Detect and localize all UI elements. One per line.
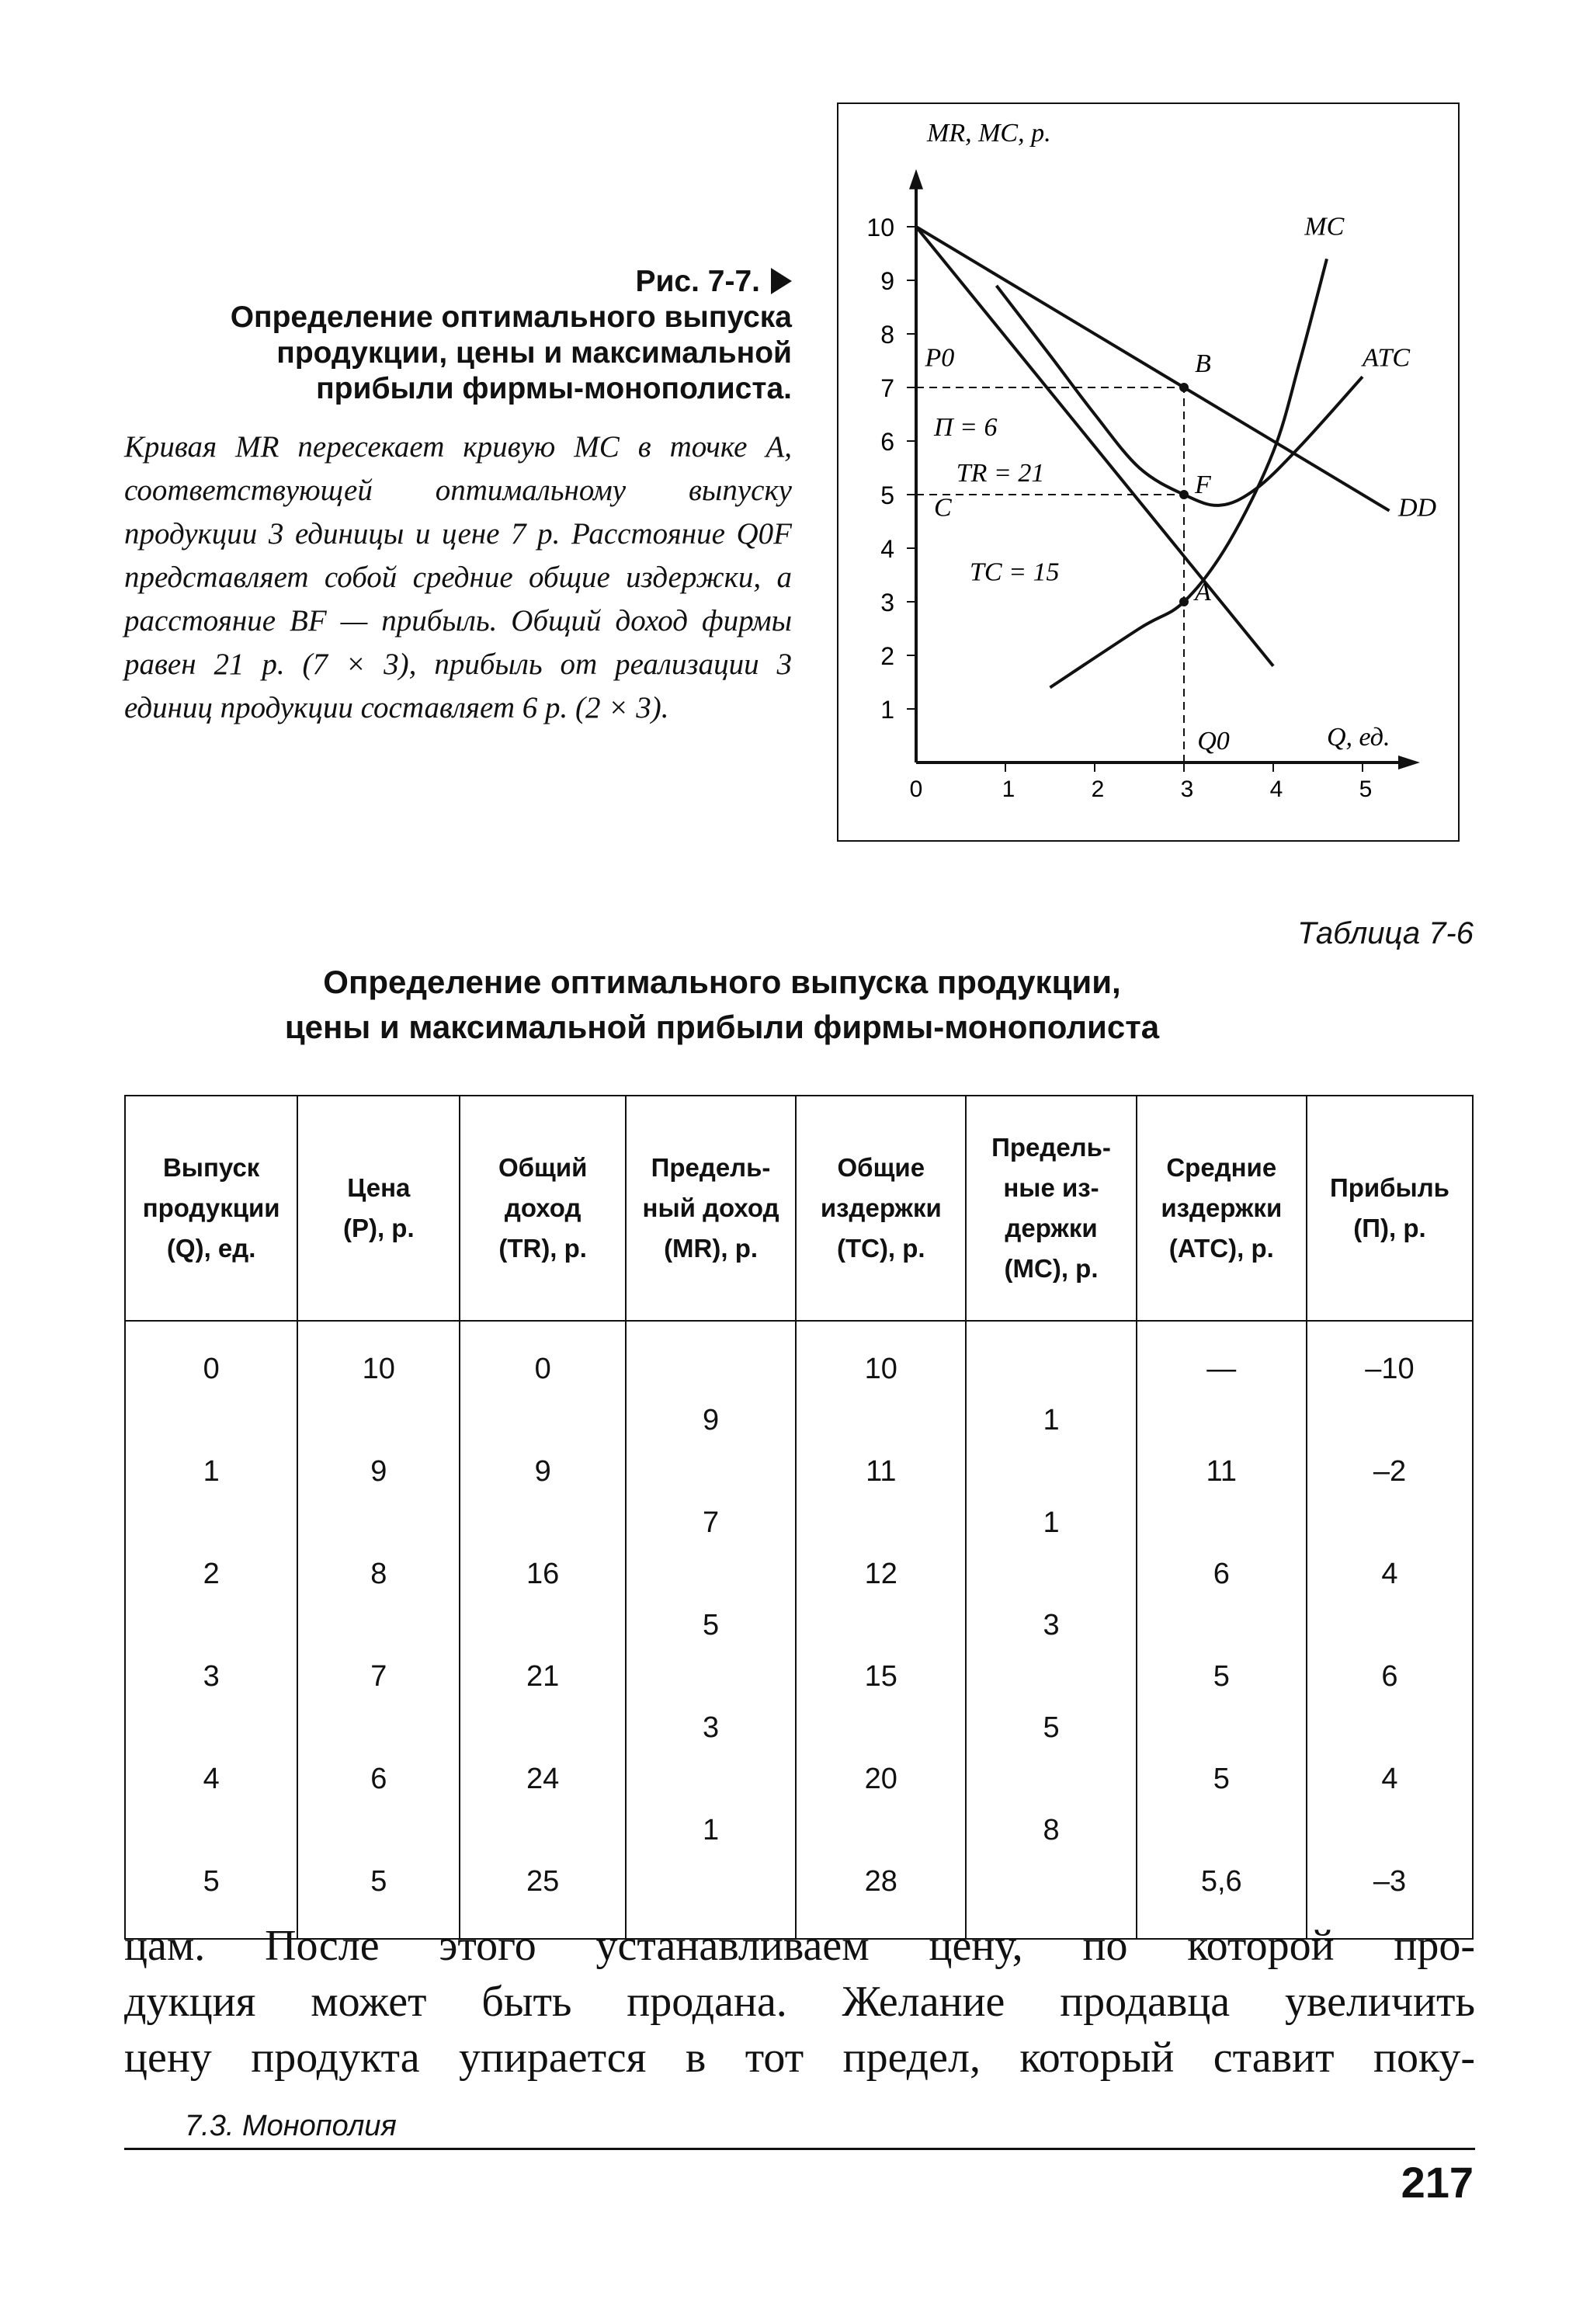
- table-cell: 5: [125, 1856, 297, 1939]
- table-header-line: (ATC), р.: [1168, 1234, 1274, 1263]
- table-cell: [460, 1395, 626, 1446]
- table-cell: –10: [1307, 1321, 1473, 1395]
- table-cell: [1307, 1805, 1473, 1856]
- table-title-line: цены и максимальной прибыли фирмы-монополиста: [284, 1009, 1160, 1045]
- point-marker-b: [1179, 383, 1189, 392]
- table-cell: [1137, 1497, 1307, 1548]
- y-tick-label: 6: [880, 428, 894, 456]
- table-cell: [1137, 1395, 1307, 1446]
- table-cell: [460, 1702, 626, 1753]
- label-q0: Q0: [1197, 726, 1230, 756]
- table-cell: –3: [1307, 1856, 1473, 1939]
- table-title-line: Определение оптимального выпуска продукции,: [323, 964, 1121, 1000]
- table-header-line: доход: [504, 1193, 581, 1222]
- table-cell: [966, 1753, 1136, 1805]
- x-axis-label: Q, ед.: [1327, 723, 1390, 752]
- table-cell: [460, 1497, 626, 1548]
- table-cell: [966, 1548, 1136, 1600]
- table-cell: 7: [297, 1651, 460, 1702]
- table-header-line: держки: [1005, 1214, 1098, 1242]
- label-c: C: [934, 493, 952, 523]
- footer-section-title: 7.3. Монополия: [185, 2110, 397, 2142]
- table-header-cell: [125, 1096, 297, 1321]
- table-cell: [1307, 1395, 1473, 1446]
- x-tick-label: 0: [909, 776, 923, 802]
- figure-number: Рис. 7-7.: [635, 265, 760, 298]
- table-cell: 1: [626, 1805, 796, 1856]
- series-line-mc: [1050, 259, 1328, 687]
- table-cell: 15: [796, 1651, 966, 1702]
- page-number: 217: [1401, 2158, 1474, 2207]
- table-cell: [297, 1395, 460, 1446]
- table-cell: [1307, 1497, 1473, 1548]
- table-cell: 6: [297, 1753, 460, 1805]
- table-cell: [460, 1805, 626, 1856]
- table-row: [125, 1321, 1473, 1395]
- y-tick-label: 10: [866, 214, 894, 241]
- x-axis-arrow-icon: [1398, 756, 1420, 769]
- triangle-pointer-icon: [771, 268, 792, 294]
- table-cell: [297, 1805, 460, 1856]
- y-tick-label: 3: [880, 589, 894, 617]
- table-cell: [966, 1446, 1136, 1497]
- table-header-line: (P), р.: [342, 1214, 415, 1242]
- table-body: [125, 1321, 1473, 1939]
- label-p0: P0: [925, 343, 955, 373]
- table-header-cell: [1137, 1096, 1307, 1321]
- table-row: [125, 1497, 1473, 1548]
- table-cell: 9: [460, 1446, 626, 1497]
- table-cell: [796, 1805, 966, 1856]
- y-tick-label: 1: [880, 696, 894, 724]
- table-header-line: (Q), ед.: [166, 1234, 256, 1263]
- table-header-line: (TC), р.: [836, 1234, 925, 1263]
- table-cell: [796, 1600, 966, 1651]
- x-tick-label: 2: [1091, 776, 1105, 802]
- table-cell: 8: [966, 1805, 1136, 1856]
- y-tick-label: 5: [880, 481, 894, 509]
- table-cell: —: [1137, 1321, 1307, 1395]
- table-header-line: Общий: [498, 1153, 588, 1182]
- x-tick-label: 1: [1002, 776, 1015, 802]
- table-cell: [1137, 1805, 1307, 1856]
- table-cell: [460, 1600, 626, 1651]
- label-profit: П = 6: [934, 413, 998, 443]
- table-header-cell: [460, 1096, 626, 1321]
- table-row: [125, 1753, 1473, 1805]
- table-cell: [1137, 1600, 1307, 1651]
- figure-title: [124, 264, 792, 407]
- table-cell: 9: [626, 1395, 796, 1446]
- figure-title-line: продукции, цены и максимальной: [276, 336, 792, 370]
- table-title: [124, 960, 1320, 1050]
- point-label: F: [1195, 471, 1211, 499]
- table-cell: 7: [626, 1497, 796, 1548]
- y-axis-arrow-icon: [909, 169, 923, 189]
- table-cell: 5: [966, 1702, 1136, 1753]
- table-cell: 24: [460, 1753, 626, 1805]
- table-header-cell: [966, 1096, 1136, 1321]
- point-label: B: [1195, 349, 1211, 378]
- table-cell: [125, 1395, 297, 1446]
- table-cell: 10: [796, 1321, 966, 1395]
- label-tr: TR = 21: [956, 458, 1045, 488]
- figure-title-line: Определение оптимального выпуска: [230, 300, 792, 334]
- x-tick-label: 5: [1359, 776, 1373, 802]
- table-row: [125, 1395, 1473, 1446]
- table-row: [125, 1702, 1473, 1753]
- table-cell: [297, 1600, 460, 1651]
- table-cell: 4: [125, 1753, 297, 1805]
- table-cell: 1: [966, 1497, 1136, 1548]
- table-cell: [626, 1651, 796, 1702]
- table-cell: 1: [966, 1395, 1136, 1446]
- table-header-line: Средние: [1166, 1153, 1277, 1182]
- table-cell: 11: [796, 1446, 966, 1497]
- table-cell: 6: [1137, 1548, 1307, 1600]
- y-tick-label: 8: [880, 321, 894, 349]
- series-line-mr: [916, 227, 1273, 666]
- label-mc: MC: [1304, 212, 1345, 241]
- y-tick-label: 7: [880, 374, 894, 402]
- table-row: [125, 1548, 1473, 1600]
- table-cell: 16: [460, 1548, 626, 1600]
- table-cell: 1: [125, 1446, 297, 1497]
- table-header-line: (П), р.: [1353, 1214, 1426, 1242]
- body-text: [124, 1918, 1475, 2086]
- table-cell: 28: [796, 1856, 966, 1939]
- table-row: [125, 1805, 1473, 1856]
- table-cell: 9: [297, 1446, 460, 1497]
- table-cell: 5,6: [1137, 1856, 1307, 1939]
- table-cell: [626, 1446, 796, 1497]
- table-cell: [626, 1548, 796, 1600]
- point-marker-a: [1179, 597, 1189, 606]
- table-header-cell: [626, 1096, 796, 1321]
- table-row: [125, 1600, 1473, 1651]
- table-cell: [626, 1753, 796, 1805]
- y-tick-label: 2: [880, 642, 894, 670]
- table-cell: [1307, 1600, 1473, 1651]
- table-cell: 3: [125, 1651, 297, 1702]
- figure-description: Кривая MR пересекает кривую MC в точке A, соответствующей оптимальному выпуску продукции 3 единицы и цене 7 р. Расстояние Q0F представляет собой средние общие издержки, а расстояние BF — прибыль. Общий доход фирмы равен 21 р. (7 × 3), прибыль от реализации 3 единиц продукции составляет 6 р. (2 × 3).: [124, 430, 792, 724]
- x-tick-label: 3: [1180, 776, 1194, 802]
- table-header-line: продукции: [142, 1193, 280, 1222]
- table-cell: 5: [1137, 1753, 1307, 1805]
- y-axis-label: MR, MC, р.: [927, 119, 1051, 148]
- table-cell: 3: [626, 1702, 796, 1753]
- table-header-line: Прибыль: [1329, 1173, 1449, 1202]
- table-header-line: ные из-: [1003, 1173, 1099, 1202]
- table-cell: [966, 1321, 1136, 1395]
- y-tick-label: 9: [880, 267, 894, 295]
- table-cell: 5: [1137, 1651, 1307, 1702]
- body-line: цену продукта упирается в тот предел, который ставит поку-: [124, 2034, 1475, 2082]
- table-cell: 12: [796, 1548, 966, 1600]
- table-cell: 5: [626, 1600, 796, 1651]
- table-cell: [796, 1395, 966, 1446]
- table-header-line: издержки: [1161, 1193, 1283, 1222]
- table-row: [125, 1446, 1473, 1497]
- table-cell: [125, 1805, 297, 1856]
- x-tick-label: 4: [1269, 776, 1283, 802]
- table-cell: [796, 1702, 966, 1753]
- table-header-line: издержки: [820, 1193, 942, 1222]
- y-tick-label: 4: [880, 535, 894, 563]
- table-row: [125, 1651, 1473, 1702]
- table-cell: 4: [1307, 1548, 1473, 1600]
- table-cell: [297, 1497, 460, 1548]
- table-cell: [1307, 1702, 1473, 1753]
- chart-frame: [837, 102, 1460, 842]
- label-atc: ATC: [1363, 343, 1411, 373]
- table-header-cell: [297, 1096, 460, 1321]
- point-label: A: [1195, 578, 1211, 606]
- body-line: дукция может быть продана. Желание продавца увеличить: [124, 1978, 1475, 2026]
- label-dd: DD: [1398, 493, 1437, 523]
- table-cell: 20: [796, 1753, 966, 1805]
- figure-caption: [124, 264, 792, 730]
- label-tc: TC = 15: [970, 558, 1060, 587]
- table-cell: 8: [297, 1548, 460, 1600]
- table-cell: 3: [966, 1600, 1136, 1651]
- table-cell: 0: [125, 1321, 297, 1395]
- figure-title-line: прибыли фирмы-монополиста.: [316, 372, 792, 405]
- table-cell: 25: [460, 1856, 626, 1939]
- table-header-cell: [796, 1096, 966, 1321]
- table-header-line: ный доход: [642, 1193, 779, 1222]
- chart: [838, 104, 1461, 843]
- table-cell: 5: [297, 1856, 460, 1939]
- table-header-line: Предель-: [651, 1153, 771, 1182]
- point-marker-f: [1179, 490, 1189, 499]
- table-cell: 0: [460, 1321, 626, 1395]
- table-cell: 2: [125, 1548, 297, 1600]
- table-label: Таблица 7-6: [1297, 916, 1474, 950]
- footer-divider: [124, 2148, 1475, 2150]
- table-header-row: [125, 1096, 1473, 1321]
- table-header-line: Выпуск: [162, 1153, 260, 1182]
- table-cell: [125, 1600, 297, 1651]
- table-cell: [626, 1321, 796, 1395]
- table-header-line: Цена: [347, 1173, 411, 1202]
- table-header-line: (TR), р.: [498, 1234, 587, 1263]
- table-cell: [966, 1651, 1136, 1702]
- table-header-line: (MR), р.: [664, 1234, 759, 1263]
- table-cell: 4: [1307, 1753, 1473, 1805]
- table-cell: [796, 1497, 966, 1548]
- table-cell: [125, 1702, 297, 1753]
- table-header-cell: [1307, 1096, 1473, 1321]
- table-cell: [297, 1702, 460, 1753]
- table-cell: [125, 1497, 297, 1548]
- table-header-line: Общие: [837, 1153, 925, 1182]
- body-line: цам. После этого устанавливаем цену, по которой про-: [124, 1922, 1475, 1970]
- table-cell: 11: [1137, 1446, 1307, 1497]
- table-cell: [1137, 1702, 1307, 1753]
- data-table: [124, 1095, 1474, 1940]
- table-header-line: Предель-: [991, 1133, 1111, 1162]
- table-cell: 10: [297, 1321, 460, 1395]
- table-header-line: (MC), р.: [1004, 1254, 1099, 1283]
- table-cell: –2: [1307, 1446, 1473, 1497]
- table-cell: 21: [460, 1651, 626, 1702]
- table-cell: 6: [1307, 1651, 1473, 1702]
